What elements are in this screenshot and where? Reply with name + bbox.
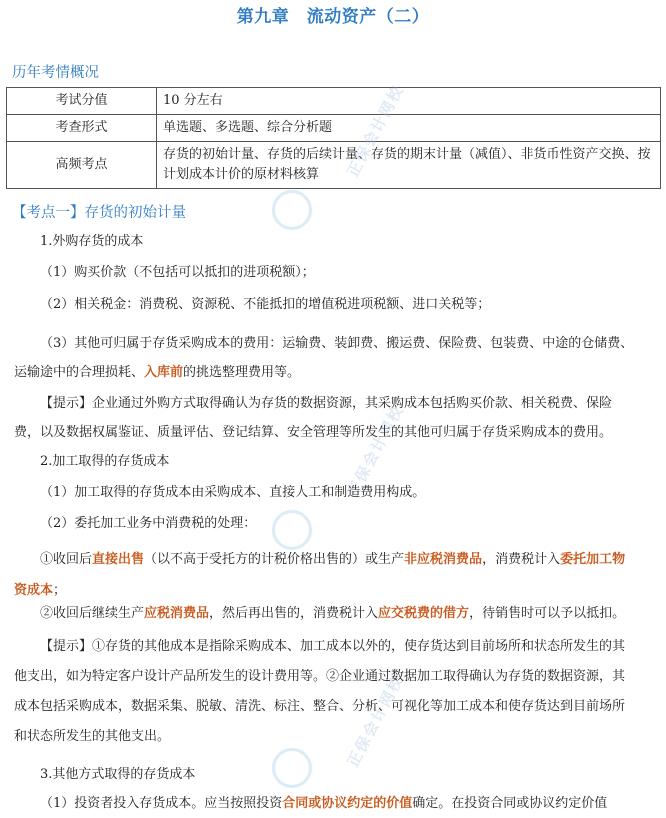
highlight: 入库前 <box>144 365 184 380</box>
section-title: 2.加工取得的存货成本 <box>40 454 170 469</box>
row-value: 10 分左右 <box>157 88 661 115</box>
row-key: 考查形式 <box>7 115 157 142</box>
highlight: 非应税消费品 <box>404 552 483 567</box>
paragraph: （2）相关税金：消费税、资源税、不能抵扣的增值税进项税额、进口关税等； <box>40 297 491 312</box>
highlight: 应交税费的借方 <box>378 606 470 621</box>
chapter-title: 第九章 流动资产（二） <box>236 7 430 27</box>
row-key: 考试分值 <box>7 88 157 115</box>
section-title: 1.外购存货的成本 <box>40 234 144 249</box>
paragraph: ①收回后直接出售（以不高于受托方的计税价格出售的）或生产非应税消费品，消费税计入委托加工物资成本； <box>14 552 626 598</box>
table-row <box>7 115 661 142</box>
paragraph: （1）加工取得的存货成本由采购成本、直接人工和制造费用构成。 <box>40 485 426 500</box>
overview-heading: 历年考情概况 <box>12 65 99 81</box>
row-value: 存货的初始计量、存货的后续计量、存货的期末计量（减值）、非货币性资产交换、按计划成本计价的原材料核算 <box>157 142 661 189</box>
tip: 【提示】企业通过外购方式取得确认为存货的数据资源，其采购成本包括购买价款、相关税费、保险费，以及数据权属鉴证、质量评估、登记结算、安全管理等所发生的其他可归属于存货采购成本的费用。 <box>14 396 613 440</box>
paragraph: （1）购买价款（不包括可以抵扣的进项税额）； <box>40 265 315 280</box>
watermark-logo-icon <box>272 748 312 788</box>
paragraph: （3）其他可归属于存货采购成本的费用：运输费、装卸费、搬运费、保险费、包装费、中途的仓储费、运输途中的合理损耗、入库前的挑选整理费用等。 <box>14 336 634 380</box>
table-row <box>7 142 661 189</box>
tip: 【提示】①存货的其他成本是指除采购成本、加工成本以外的，使存货达到目前场所和状态所发生的其他支出，如为特定客户设计产品所发生的设计费用等。②企业通过数据加工取得确认为存货的数据资源，其成本包括采购成本，数据采集、脱敏、清洗、标注、整合、分析、可视化等加工成本和使存货达到目前场所和状态所发生的其他支出。 <box>14 639 626 744</box>
table-row <box>7 88 661 115</box>
paragraph: （1）投资者投入存货成本。应当按照投资合同或协议约定的价值确定。在投资合同或协议约定价值 <box>40 796 608 811</box>
row-value: 单选题、多选题、综合分析题 <box>157 115 661 142</box>
paragraph: （2）委托加工业务中消费税的处理： <box>40 516 257 531</box>
watermark: 正保会计网校 <box>343 81 408 181</box>
point-heading: 【考点一】存货的初始计量 <box>12 205 186 221</box>
overview-table <box>6 87 661 189</box>
highlight: 应税消费品 <box>144 606 210 621</box>
highlight: 合同或协议约定的价值 <box>282 796 413 811</box>
watermark-logo-icon <box>272 190 312 230</box>
watermark: 正保会计网校 <box>343 401 408 501</box>
paragraph: ②收回后继续生产应税消费品，然后再出售的，消费税计入应交税费的借方，待销售时可以予以抵扣。 <box>40 606 626 621</box>
highlight: 委托加工物资成本 <box>14 552 626 598</box>
row-key: 高频考点 <box>7 142 157 189</box>
highlight: 直接出售 <box>92 552 145 567</box>
section-title: 3.其他方式取得的存货成本 <box>40 767 196 782</box>
watermark: 正保会计网校 <box>343 671 408 771</box>
